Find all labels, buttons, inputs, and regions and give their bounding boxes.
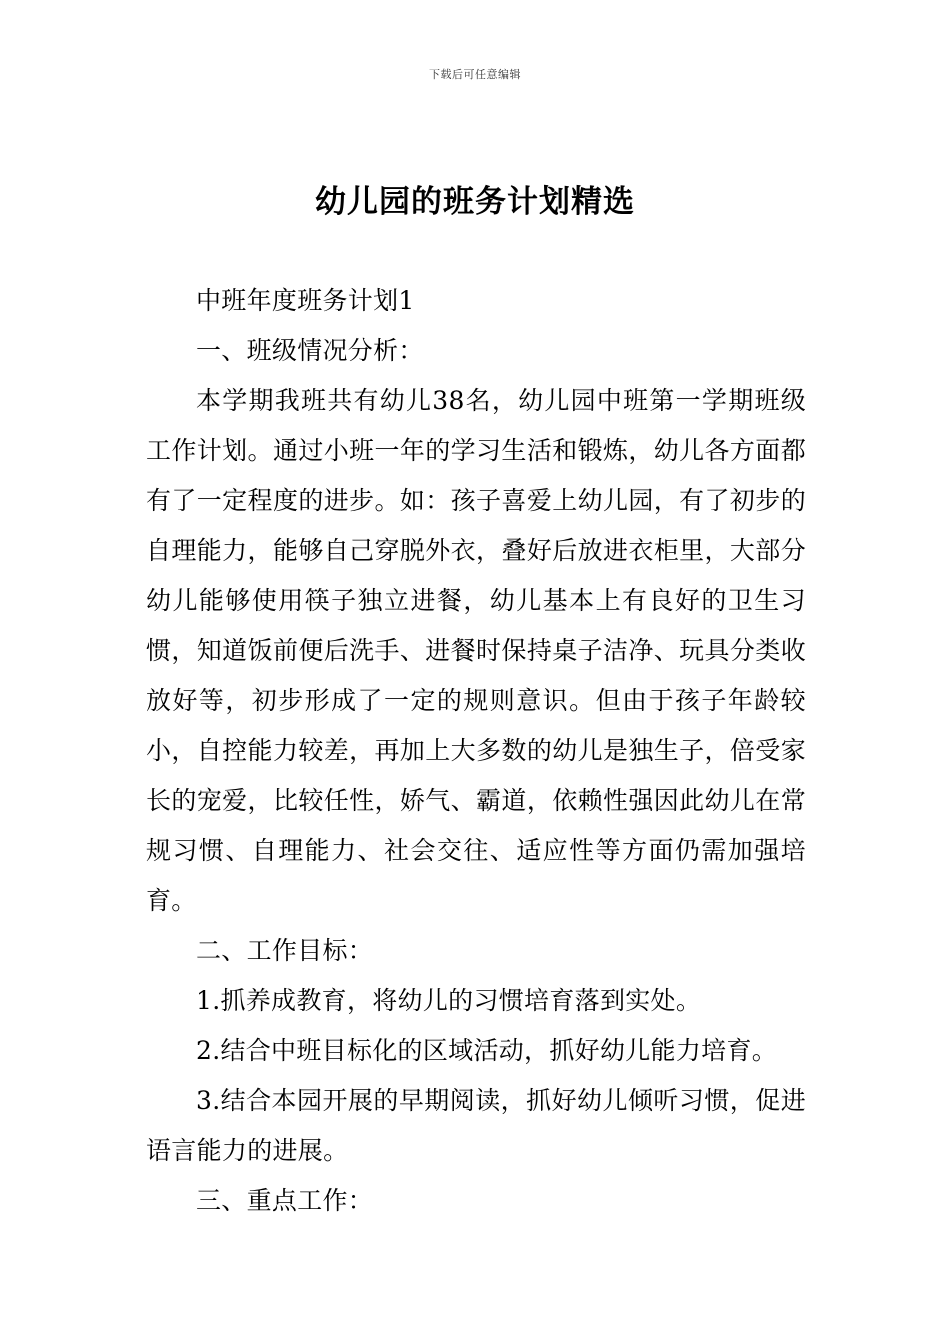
paragraph-section-3-heading: 三、重点工作： <box>196 1186 374 1215</box>
paragraph-section-1-heading: 一、班级情况分析： <box>196 336 424 365</box>
paragraph-class-analysis: 本学期我班共有幼儿38名，幼儿园中班第一学期班级工作计划。通过小班一年的学习生活和锻炼，幼儿各方面都有了一定程度的进步。如：孩子喜爱上幼儿园，有了初步的自理能力，能够自己穿脱外衣，叠好后放进衣柜里，大部分幼儿能够使用筷子独立进餐，幼儿基本上有良好的卫生习惯，知道饭前便后洗手、进餐时保持桌子洁净、玩具分类收放好等，初步形成了一定的规则意识。但由于孩子年龄较小，自控能力较差，再加上大多数的幼儿是独生子，倍受家长的宠爱，比较任性，娇气、霸道，依赖性强因此幼儿在常规习惯、自理能力、社会交往、适应性等方面仍需加强培育。 <box>146 386 806 915</box>
paragraph-section-2-heading: 二、工作目标： <box>196 936 374 965</box>
paragraph-goal-2: 2.结合中班目标化的区域活动，抓好幼儿能力培育。 <box>196 1036 778 1065</box>
document-title: 幼儿园的班务计划精选 <box>315 184 635 220</box>
paragraph-plan-heading: 中班年度班务计划1 <box>196 286 415 315</box>
paragraph-goal-3: 3.结合本园开展的早期阅读，抓好幼儿倾听习惯，促进语言能力的进展。 <box>146 1086 806 1165</box>
header-note: 下载后可任意编辑 <box>429 68 521 81</box>
paragraph-goal-1: 1.抓养成教育，将幼儿的习惯培育落到实处。 <box>196 986 702 1015</box>
document-body <box>146 276 806 1226</box>
